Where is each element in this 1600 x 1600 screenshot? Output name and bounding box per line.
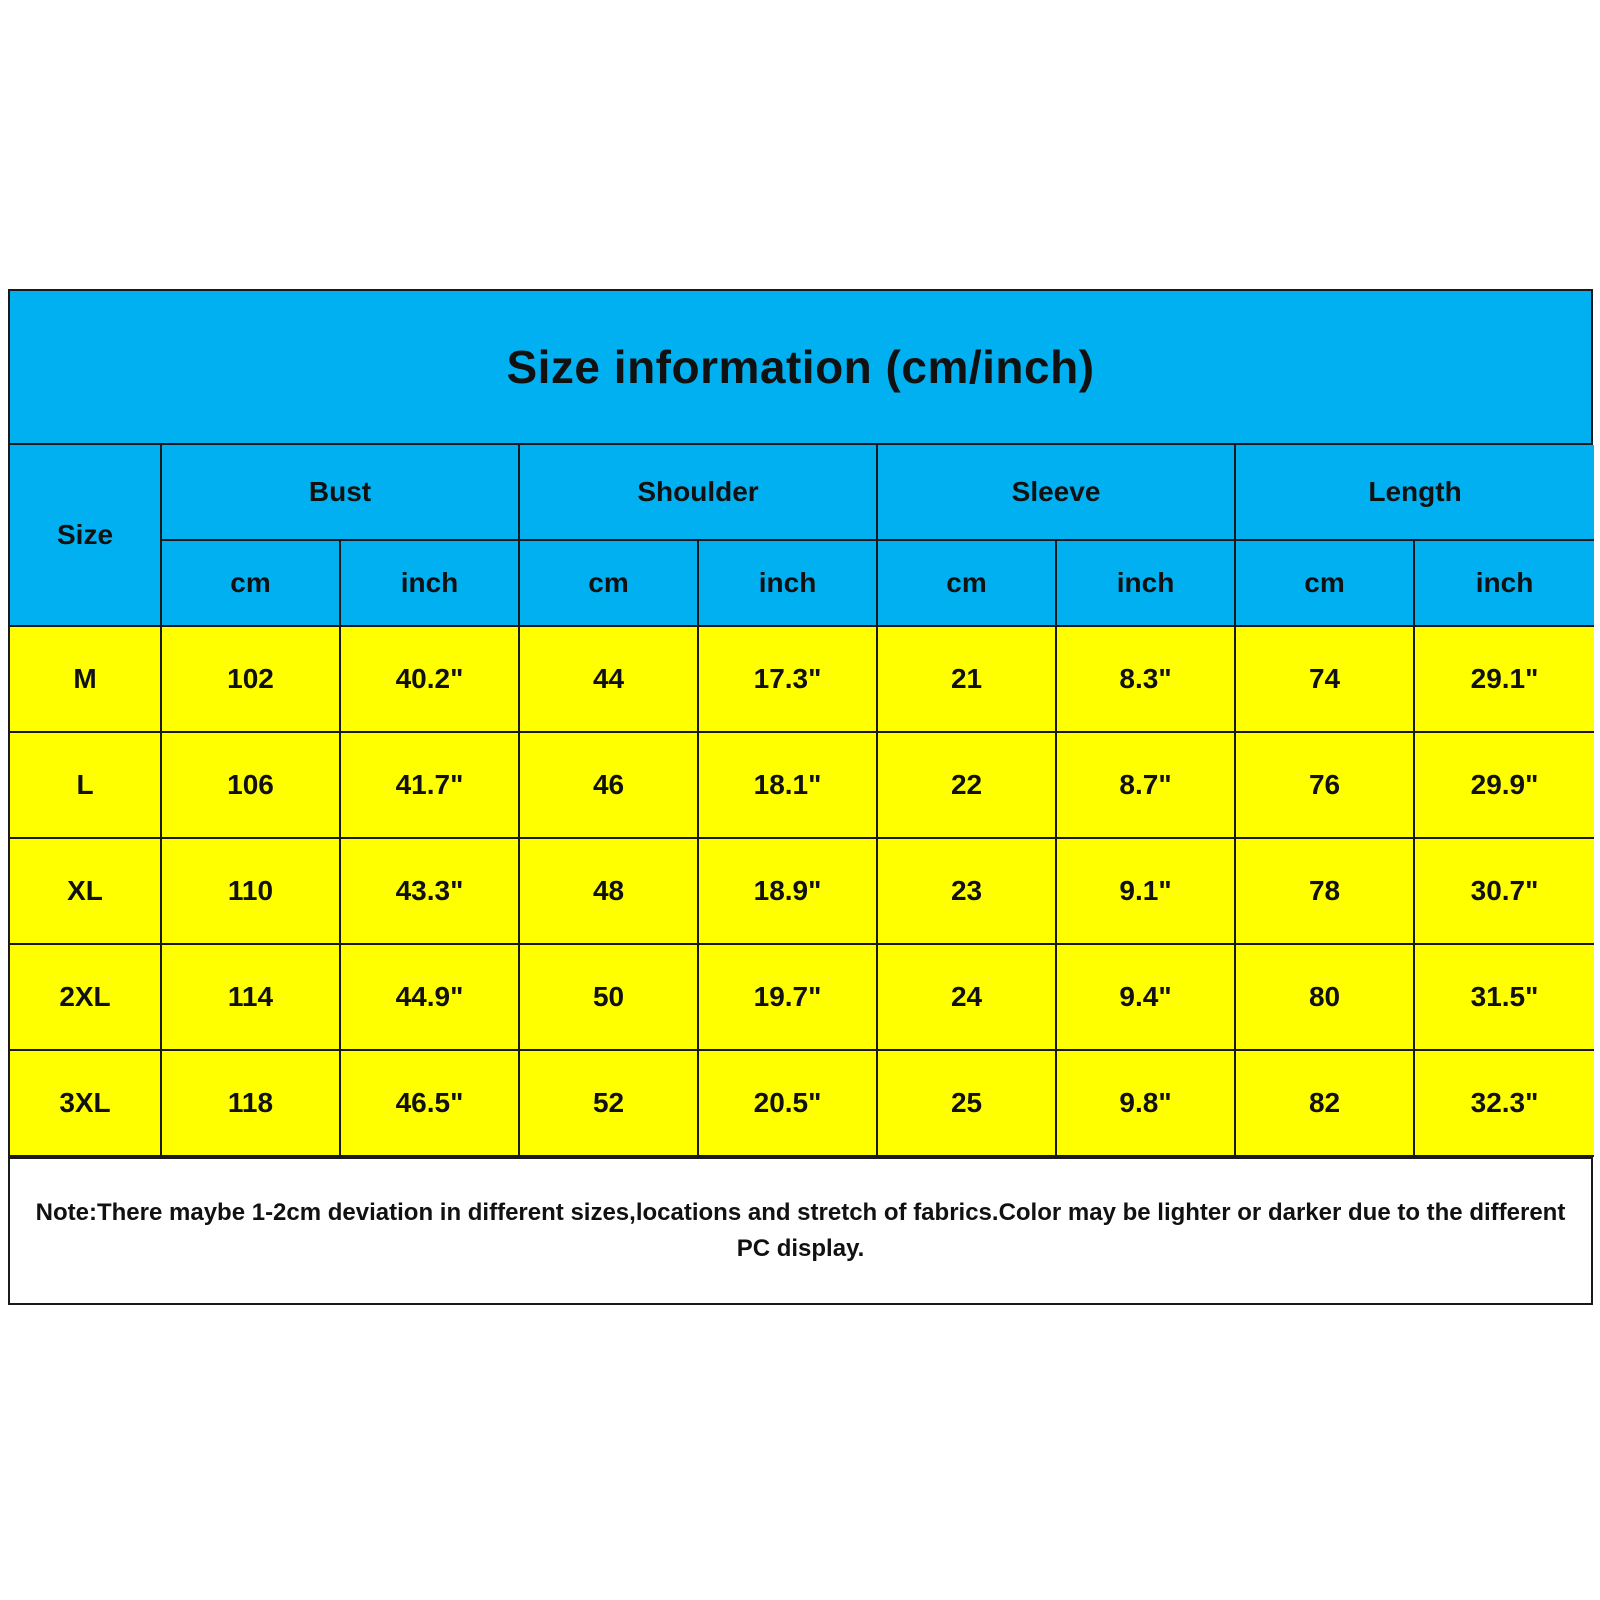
value-cell: 9.8" bbox=[1056, 1050, 1235, 1156]
header-unit: cm bbox=[161, 540, 340, 626]
value-cell: 24 bbox=[877, 944, 1056, 1050]
value-cell: 78 bbox=[1235, 838, 1414, 944]
value-cell: 8.3" bbox=[1056, 626, 1235, 732]
size-cell: L bbox=[10, 732, 161, 838]
value-cell: 82 bbox=[1235, 1050, 1414, 1156]
header-shoulder: Shoulder bbox=[519, 445, 877, 540]
header-unit: inch bbox=[698, 540, 877, 626]
value-cell: 44 bbox=[519, 626, 698, 732]
value-cell: 110 bbox=[161, 838, 340, 944]
table-row bbox=[10, 838, 1594, 944]
value-cell: 21 bbox=[877, 626, 1056, 732]
table-row bbox=[10, 732, 1594, 838]
header-unit: cm bbox=[1235, 540, 1414, 626]
value-cell: 25 bbox=[877, 1050, 1056, 1156]
value-cell: 32.3" bbox=[1414, 1050, 1594, 1156]
size-table bbox=[10, 445, 1594, 1157]
header-unit: cm bbox=[877, 540, 1056, 626]
value-cell: 19.7" bbox=[698, 944, 877, 1050]
value-cell: 20.5" bbox=[698, 1050, 877, 1156]
page-title: Size information (cm/inch) bbox=[506, 341, 1095, 393]
table-row bbox=[10, 944, 1594, 1050]
table-row bbox=[10, 1050, 1594, 1156]
value-cell: 106 bbox=[161, 732, 340, 838]
value-cell: 46.5" bbox=[340, 1050, 519, 1156]
value-cell: 118 bbox=[161, 1050, 340, 1156]
value-cell: 44.9" bbox=[340, 944, 519, 1050]
value-cell: 29.1" bbox=[1414, 626, 1594, 732]
size-cell: M bbox=[10, 626, 161, 732]
value-cell: 43.3" bbox=[340, 838, 519, 944]
value-cell: 76 bbox=[1235, 732, 1414, 838]
value-cell: 23 bbox=[877, 838, 1056, 944]
header-unit: cm bbox=[519, 540, 698, 626]
value-cell: 22 bbox=[877, 732, 1056, 838]
header-size: Size bbox=[10, 445, 161, 626]
value-cell: 40.2" bbox=[340, 626, 519, 732]
value-cell: 80 bbox=[1235, 944, 1414, 1050]
value-cell: 31.5" bbox=[1414, 944, 1594, 1050]
value-cell: 48 bbox=[519, 838, 698, 944]
size-cell: 3XL bbox=[10, 1050, 161, 1156]
header-length: Length bbox=[1235, 445, 1594, 540]
value-cell: 17.3" bbox=[698, 626, 877, 732]
note-text: Note:There maybe 1-2cm deviation in different sizes,locations and stretch of fabrics.Color may be lighter or darker due to the different PC display. bbox=[10, 1157, 1591, 1302]
value-cell: 52 bbox=[519, 1050, 698, 1156]
value-cell: 74 bbox=[1235, 626, 1414, 732]
header-group-row bbox=[10, 445, 1594, 540]
value-cell: 102 bbox=[161, 626, 340, 732]
header-unit: inch bbox=[340, 540, 519, 626]
value-cell: 46 bbox=[519, 732, 698, 838]
value-cell: 9.4" bbox=[1056, 944, 1235, 1050]
value-cell: 9.1" bbox=[1056, 838, 1235, 944]
value-cell: 8.7" bbox=[1056, 732, 1235, 838]
table-row bbox=[10, 626, 1594, 732]
value-cell: 18.9" bbox=[698, 838, 877, 944]
header-unit: inch bbox=[1414, 540, 1594, 626]
size-chart bbox=[8, 289, 1593, 1305]
header-sleeve: Sleeve bbox=[877, 445, 1235, 540]
value-cell: 18.1" bbox=[698, 732, 877, 838]
header-unit-row bbox=[10, 540, 1594, 626]
value-cell: 29.9" bbox=[1414, 732, 1594, 838]
value-cell: 30.7" bbox=[1414, 838, 1594, 944]
value-cell: 114 bbox=[161, 944, 340, 1050]
size-cell: XL bbox=[10, 838, 161, 944]
header-unit: inch bbox=[1056, 540, 1235, 626]
header-bust: Bust bbox=[161, 445, 519, 540]
value-cell: 41.7" bbox=[340, 732, 519, 838]
size-cell: 2XL bbox=[10, 944, 161, 1050]
title-bar bbox=[10, 291, 1591, 445]
value-cell: 50 bbox=[519, 944, 698, 1050]
